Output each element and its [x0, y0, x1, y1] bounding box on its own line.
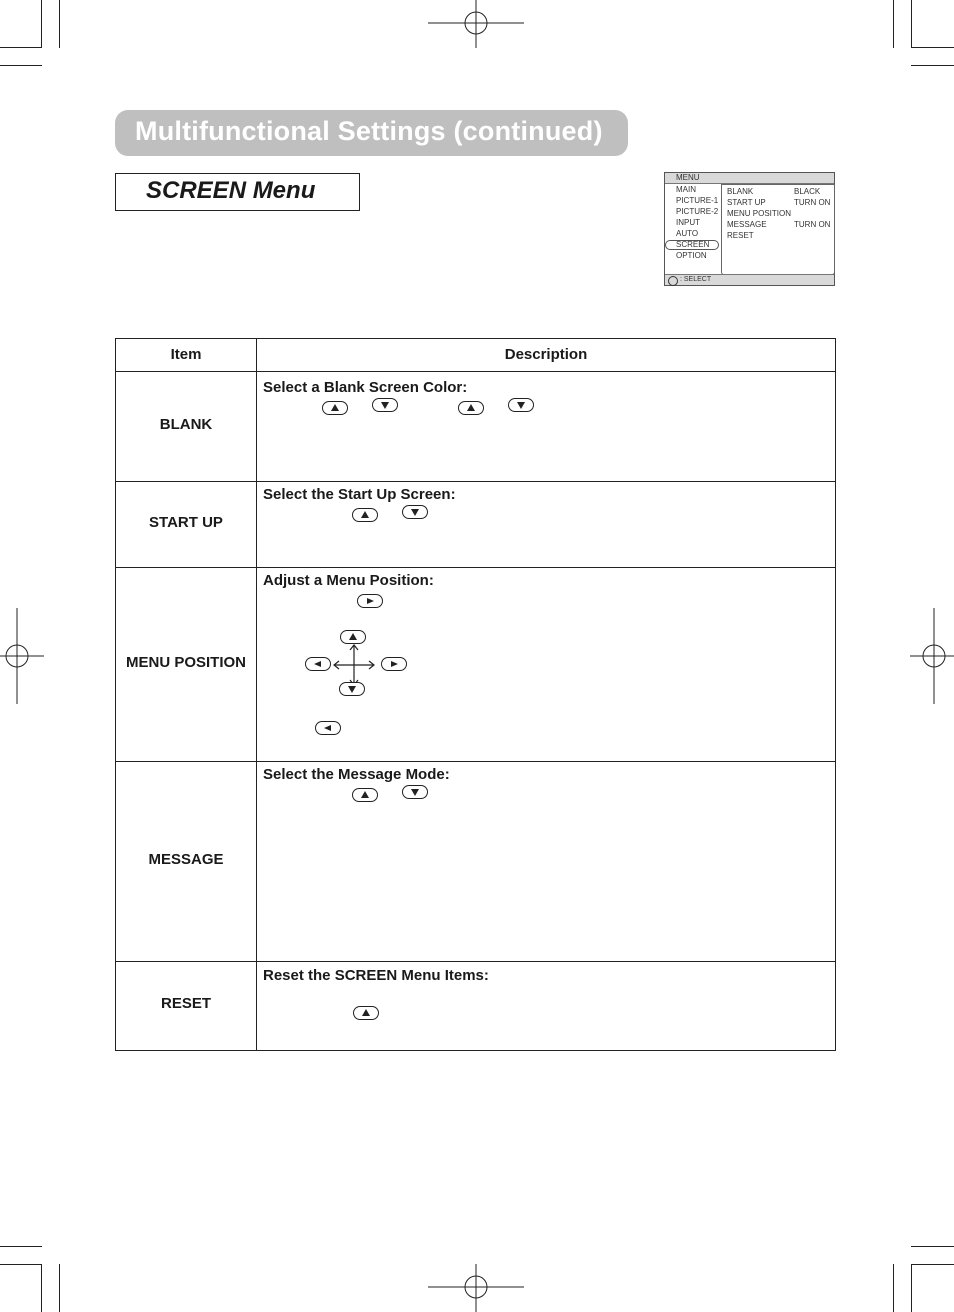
triangle-down-icon: [402, 505, 428, 519]
osd-menu-illustration: [664, 172, 835, 286]
triangle-left-icon: [305, 657, 331, 671]
row-heading-menu-position: Adjust a Menu Position:: [263, 572, 434, 589]
osd-footer: [665, 274, 834, 285]
column-header-description: Description: [504, 346, 588, 363]
crop-mark: [0, 47, 42, 48]
triangle-down-icon: [402, 785, 428, 799]
osd-sub-item-label: START UP: [727, 198, 766, 207]
page-title: Multifunctional Settings (continued): [135, 116, 603, 146]
osd-menu-item-auto: AUTO: [676, 229, 699, 238]
osd-header-label: MENU: [676, 173, 700, 182]
triangle-down-icon: [372, 398, 398, 412]
osd-footer-label: : SELECT: [680, 276, 712, 283]
triangle-up-icon: [352, 788, 378, 802]
triangle-right-icon: [381, 657, 407, 671]
triangle-up-icon: [340, 630, 366, 644]
triangle-down-icon: [339, 682, 365, 696]
row-heading-message: Select the Message Mode:: [263, 766, 450, 783]
osd-sub-item-value: BLACK: [794, 187, 821, 196]
row-heading-blank: Select a Blank Screen Color:: [263, 379, 468, 396]
row-item-message: MESSAGE: [148, 851, 224, 868]
table-row-divider: [116, 761, 835, 762]
osd-submenu-panel: [721, 184, 835, 275]
column-header-item: Item: [170, 346, 202, 363]
row-heading-start-up: Select the Start Up Screen:: [263, 486, 456, 503]
crop-mark: [911, 1246, 954, 1247]
osd-menu-item-picture-1: PICTURE-1: [676, 196, 719, 205]
registration-mark-bottom: [428, 1264, 524, 1312]
triangle-down-icon: [508, 398, 534, 412]
triangle-right-icon: [357, 594, 383, 608]
crop-mark: [911, 65, 954, 66]
osd-menu-item-input: INPUT: [676, 218, 700, 227]
table-row-divider: [116, 961, 835, 962]
osd-menu-item-screen: SCREEN: [665, 240, 719, 250]
crop-mark: [911, 1264, 912, 1312]
table-row-divider: [116, 567, 835, 568]
crop-mark: [893, 1264, 894, 1312]
crop-mark: [0, 1246, 42, 1247]
osd-menu-item-picture-2: PICTURE-2: [676, 207, 719, 216]
four-way-arrow-icon: [332, 643, 376, 687]
select-dial-icon: [668, 276, 678, 286]
triangle-left-icon: [315, 721, 341, 735]
crop-mark: [59, 1264, 60, 1312]
table-column-divider: [256, 339, 257, 1050]
registration-mark-top: [428, 0, 524, 48]
page-title-banner: [115, 110, 628, 156]
crop-mark: [911, 1264, 954, 1265]
osd-sub-item-label: MESSAGE: [727, 220, 767, 229]
osd-header: [665, 173, 834, 184]
crop-mark: [0, 65, 42, 66]
crop-mark: [59, 0, 60, 48]
section-title: SCREEN Menu: [146, 177, 316, 204]
row-item-reset: RESET: [160, 995, 211, 1012]
table-row-divider: [116, 371, 835, 372]
row-item-blank: BLANK: [159, 416, 213, 433]
crop-mark: [0, 1264, 42, 1265]
crop-mark: [911, 47, 954, 48]
crop-mark: [893, 0, 894, 48]
triangle-up-icon: [352, 508, 378, 522]
settings-table: [115, 338, 836, 1051]
row-heading-reset: Reset the SCREEN Menu Items:: [263, 967, 489, 984]
table-row-divider: [116, 481, 835, 482]
osd-menu-item-main: MAIN: [676, 185, 696, 194]
osd-sub-item-value: TURN ON: [794, 198, 831, 207]
osd-sub-item-label: BLANK: [727, 187, 754, 196]
crop-mark: [41, 0, 42, 48]
row-item-menu-position: MENU POSITION: [125, 654, 246, 671]
osd-sub-item-label: MENU POSITION: [727, 209, 792, 218]
triangle-up-icon: [458, 401, 484, 415]
row-item-start-up: START UP: [149, 514, 223, 531]
osd-sub-item-value: TURN ON: [794, 220, 831, 229]
triangle-up-icon: [353, 1006, 379, 1020]
osd-menu-item-option: OPTION: [676, 251, 707, 260]
osd-sub-item-label: RESET: [727, 231, 754, 240]
section-title-box: [115, 173, 360, 211]
registration-mark-left: [0, 608, 44, 704]
crop-mark: [41, 1264, 42, 1312]
triangle-up-icon: [322, 401, 348, 415]
registration-mark-right: [910, 608, 954, 704]
crop-mark: [911, 0, 912, 48]
